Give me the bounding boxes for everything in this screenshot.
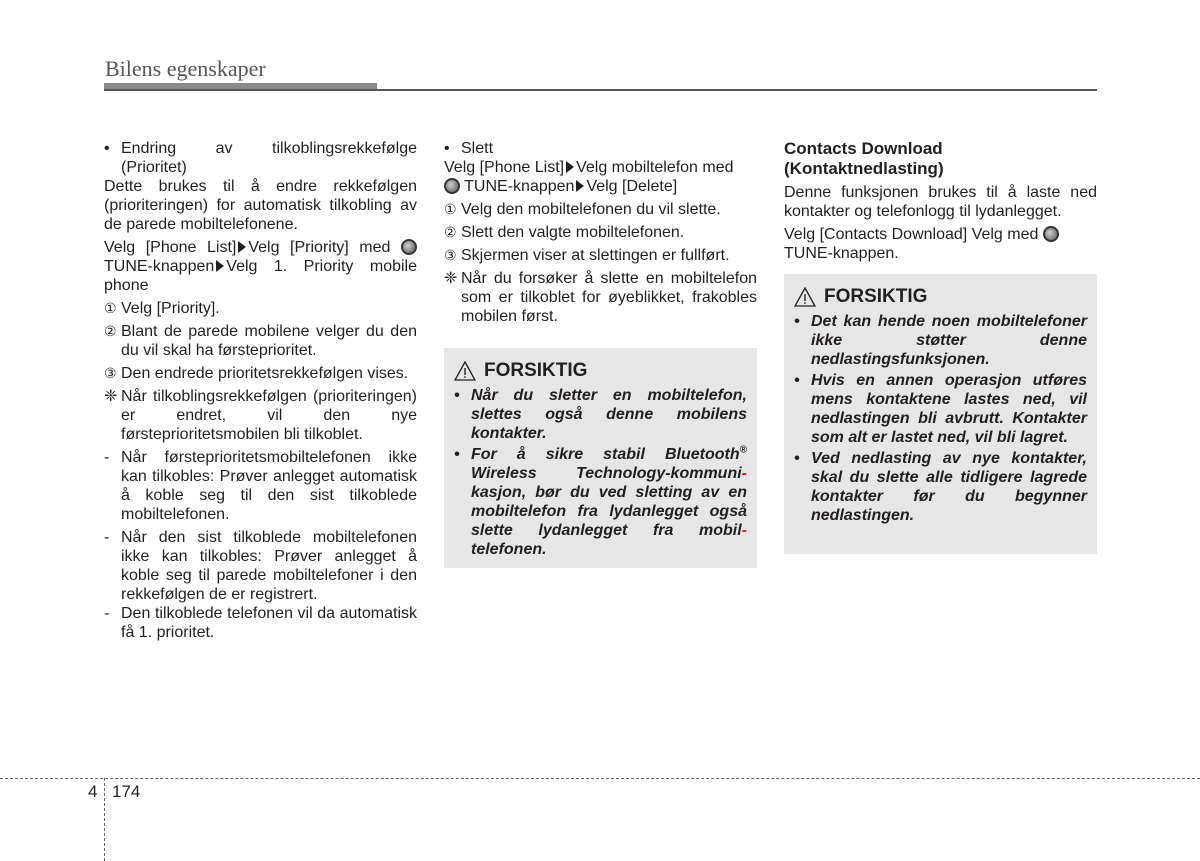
caution-text: Ved nedlasting av nye kontakter, skal du slette alle tidligere lagrede kontakter før du begynner nedlastingen. (811, 450, 1087, 524)
caution-text: Wireless Technology-kommuni (471, 465, 742, 482)
caution-item (454, 386, 747, 443)
step-item (444, 223, 757, 242)
step-number: ③ (444, 247, 457, 263)
note-item (444, 269, 757, 326)
tune-knob-icon (444, 178, 460, 194)
caution-bullet: • (794, 450, 800, 467)
dash-mark: - (104, 529, 110, 546)
priority-path (104, 238, 417, 295)
caution-box-download (784, 274, 1097, 554)
path-part: Velg [Phone List] (444, 159, 565, 176)
column-3 (784, 139, 1097, 263)
step-text: Slett den valgte mobiltelefonen. (461, 224, 685, 241)
bullet-mark: • (104, 140, 110, 157)
path-part: Velg [Delete] (586, 178, 678, 195)
tune-knob-icon (1043, 226, 1059, 242)
column-1 (104, 139, 417, 642)
delete-path (444, 158, 757, 196)
warning-icon (454, 361, 476, 381)
note-text: Når du forsøker å slette en mobiltelefon som er tilkoblet for øyeblikket, frakobles mobilen først. (461, 270, 757, 325)
note-text: Når tilkoblingsrekkefølgen (prioriteringen) er endret, vil den nye førsteprioritetsmobilen bli tilkoblet. (121, 388, 417, 443)
note-mark: ❈ (104, 388, 118, 405)
path-part: Velg [Phone List] (104, 239, 237, 256)
footer-dashed-divider (104, 778, 105, 861)
step-number: ③ (104, 365, 117, 381)
footer-dashed-rule (0, 778, 1200, 779)
caution-bullet: • (794, 372, 800, 389)
heading-line: (Kontaktnedlasting) (784, 159, 944, 178)
step-text: Velg den mobiltelefonen du vil slette. (461, 201, 721, 218)
step-text: Skjermen viser at slettingen er fullført. (461, 247, 730, 264)
column-2 (444, 139, 757, 326)
step-text: Blant de parede mobilene velger du den du vil skal ha førsteprioritet. (121, 323, 417, 359)
bullet-priority (104, 139, 417, 177)
arrow-right-icon (576, 180, 584, 192)
caution-title-text: FORSIKTIG (484, 360, 588, 381)
step-item (444, 246, 757, 265)
caution-text: kasjon, bør du ved sletting av en mobiltelefon fra lydanlegget også slette lydanlegget fra mobil (471, 484, 747, 539)
bullet-text: Slett (461, 140, 494, 157)
step-number: ② (104, 323, 117, 339)
caution-text: Det kan hende noen mobiltelefoner ikke støtter denne nedlastingsfunksjonen. (811, 313, 1087, 368)
step-item (444, 200, 757, 219)
path-part: TUNE-knappen (464, 178, 575, 195)
bullet-text: Endring av tilkoblingsrekkefølge (Prioritet) (121, 140, 417, 176)
heading-line: Contacts Download (784, 139, 943, 158)
dash-item (104, 528, 417, 604)
download-path (784, 225, 1097, 263)
registered-mark: ® (739, 444, 747, 456)
dash-text: Når den sist tilkoblede mobiltelefonen ikke kan tilkobles: Prøver anlegget å koble seg til parede mobiltelefoner i den rekkefølgen de er registrert. (121, 529, 417, 603)
caution-bullet: • (794, 313, 800, 330)
step-number: ① (104, 300, 117, 316)
path-part: Velg [Contacts Download] Velg med (784, 226, 1039, 243)
caution-item (794, 449, 1087, 525)
bullet-delete (444, 139, 757, 158)
path-part: TUNE-knappen. (784, 245, 899, 262)
caution-title (794, 286, 927, 308)
dash-item (104, 604, 417, 642)
caution-bullet: • (454, 387, 460, 404)
path-part: Velg [Priority] med (248, 239, 391, 256)
caution-title-text: FORSIKTIG (824, 286, 928, 307)
caution-text: Hvis en annen operasjon utføres mens kontaktene lastes ned, vil nedlastingen bli avbrutt. Kontakter som alt er lastet ned, vil bli lagret. (811, 372, 1087, 446)
caution-list (794, 312, 1087, 527)
path-part: Velg mobiltelefon med (576, 159, 734, 176)
chapter-number: 4 (88, 782, 98, 801)
priority-description: Dette brukes til å endre rekkefølgen (prioriteringen) for automatisk tilkobling av de parede mobiltelefonene. (104, 178, 417, 233)
hyphen-mark: - (741, 522, 747, 539)
dash-mark: - (104, 449, 110, 466)
step-text: Velg [Priority]. (121, 300, 220, 317)
dash-text: Den tilkoblede telefonen vil da automatisk få 1. prioritet. (121, 605, 417, 641)
warning-icon (794, 287, 816, 307)
caution-box-delete (444, 348, 757, 568)
arrow-right-icon (566, 161, 574, 173)
dash-mark: - (104, 605, 110, 622)
step-text: Den endrede prioritetsrekkefølgen vises. (121, 365, 409, 382)
dash-text: Når førsteprioritetsmobiltelefonen ikke kan tilkobles: Prøver anlegget automatisk å koble seg til den sist tilkoblede mobiltelefonen. (121, 449, 417, 523)
hyphen-mark: - (741, 465, 747, 482)
download-description: Denne funksjonen brukes til å laste ned kontakter og telefonlogg til lydanlegget. (784, 184, 1097, 220)
step-number: ① (444, 201, 457, 217)
caution-item (454, 445, 747, 559)
caution-item (794, 371, 1087, 447)
path-part: Velg 1. Priority mobile phone (104, 258, 417, 294)
caution-bullet: • (454, 446, 460, 463)
arrow-right-icon (216, 260, 224, 272)
caution-list (454, 386, 747, 561)
caution-text: Når du sletter en mobiltelefon, slettes også denne mobilens kontakter. (471, 387, 747, 442)
caution-item (794, 312, 1087, 369)
caution-title (454, 360, 587, 382)
step-item (104, 364, 417, 383)
path-part: TUNE-knappen (104, 258, 215, 275)
page-number: 174 (112, 782, 141, 801)
caution-text: telefonen. (471, 541, 547, 558)
caution-text: For å sikre stabil Bluetooth (471, 446, 740, 463)
section-heading (784, 139, 1097, 179)
header-rule (104, 89, 1097, 91)
step-item (104, 322, 417, 360)
arrow-right-icon (238, 241, 246, 253)
page-header-title: Bilens egenskaper (105, 56, 266, 81)
step-item (104, 299, 417, 318)
dash-item (104, 448, 417, 524)
bullet-mark: • (444, 140, 450, 157)
tune-knob-icon (401, 239, 417, 255)
step-number: ② (444, 224, 457, 240)
note-mark: ❈ (444, 270, 458, 287)
note-item (104, 387, 417, 444)
